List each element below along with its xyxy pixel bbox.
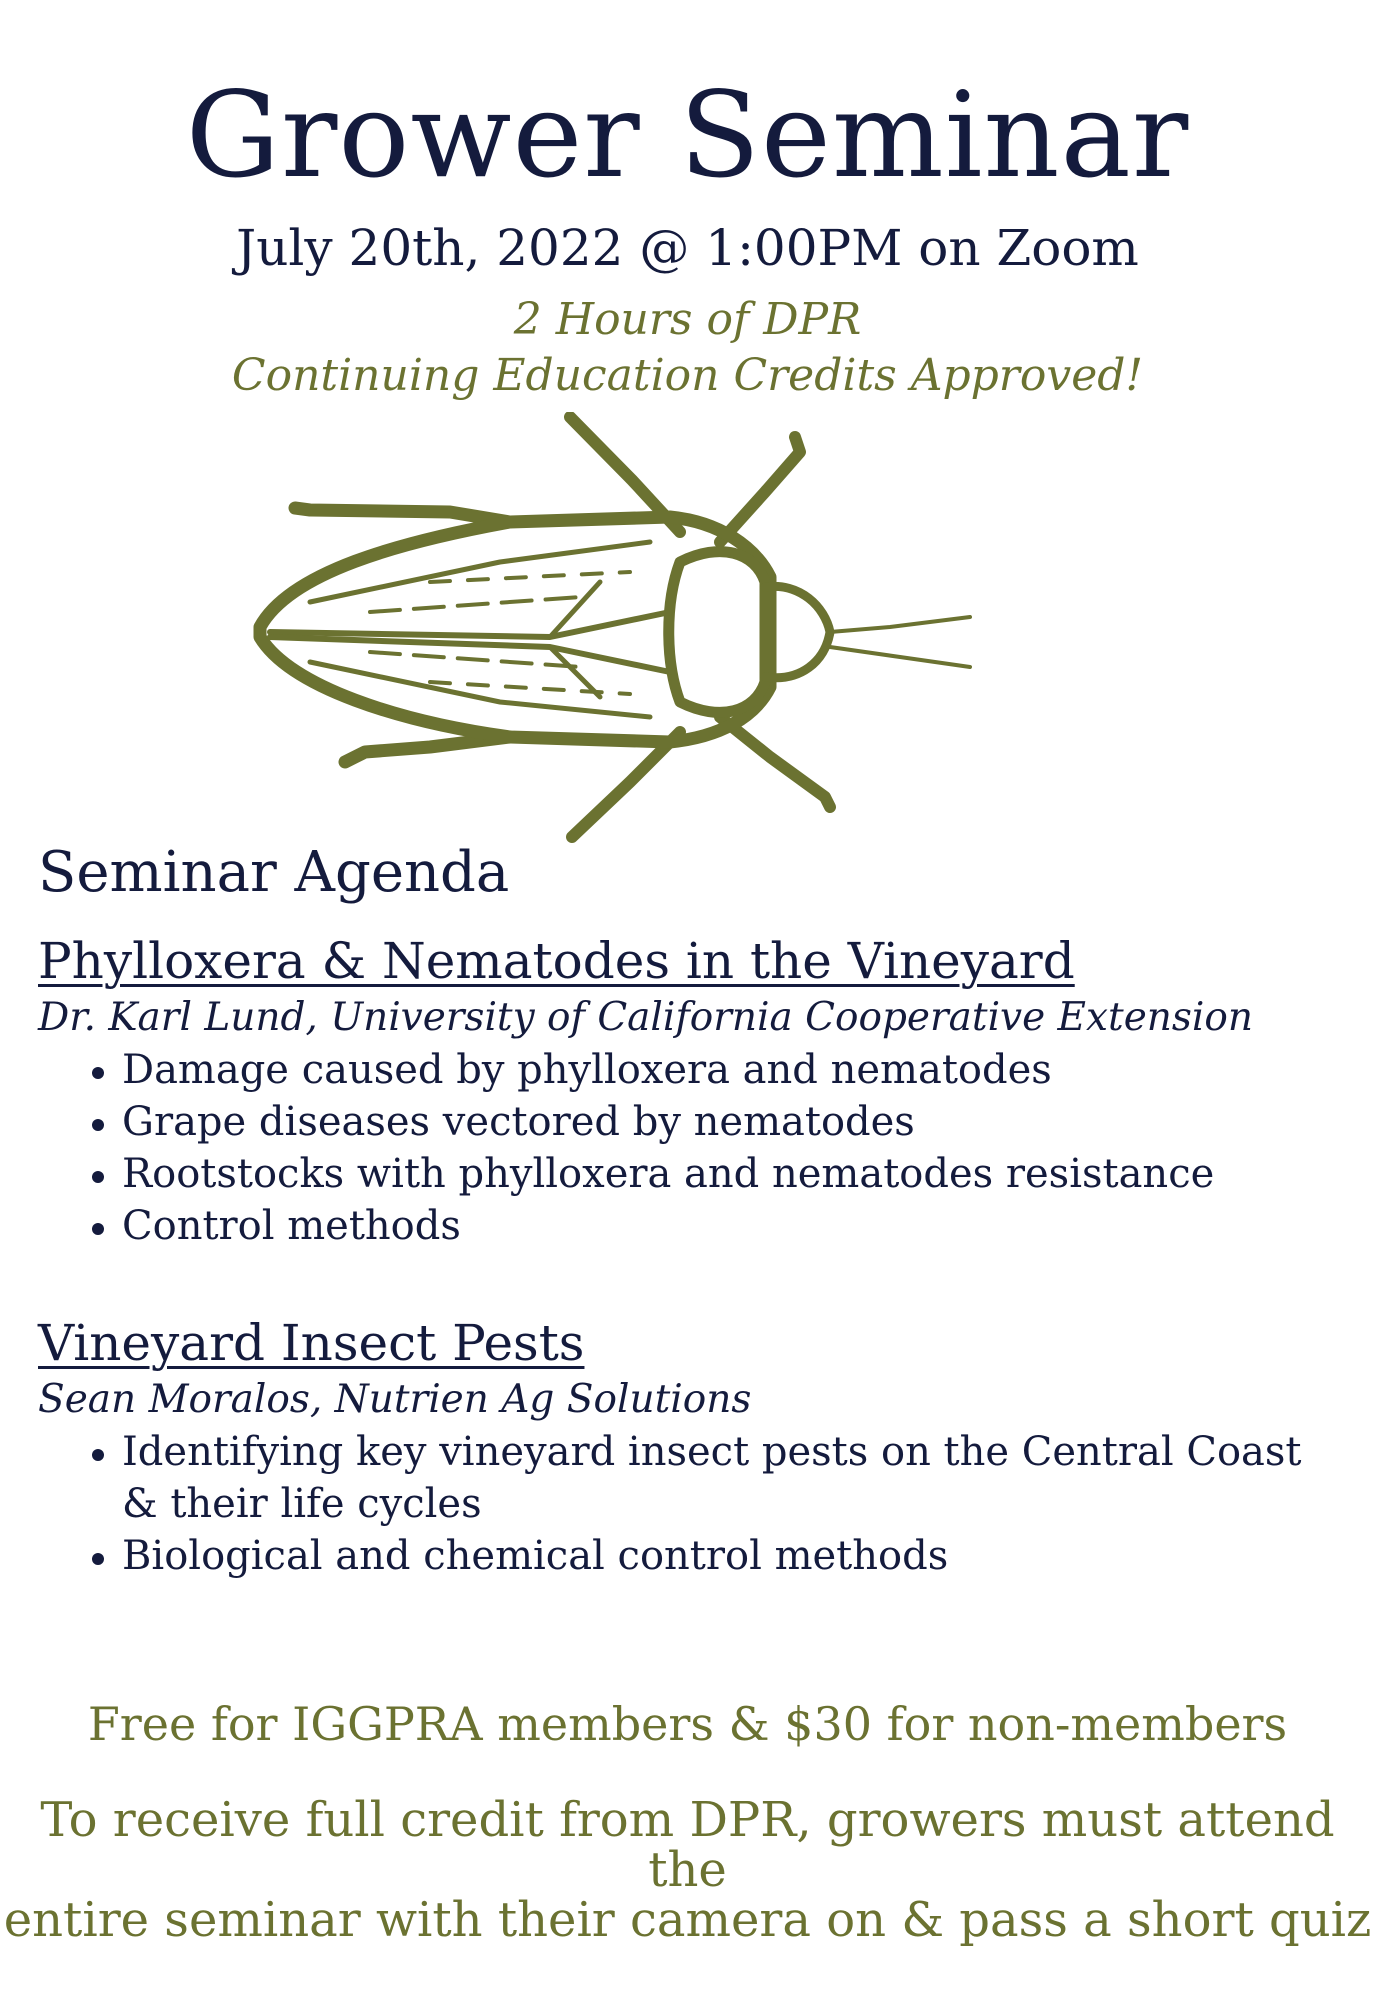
session-points: [38, 1044, 1328, 1252]
credits-line-1: 2 Hours of DPR: [513, 294, 862, 345]
page-title: Grower Seminar: [185, 66, 1190, 204]
session-speaker: Dr. Karl Lund, University of California Cooperative Extension: [38, 995, 1253, 1040]
credits-line-2: Continuing Education Credits Approved!: [231, 350, 1144, 401]
session-title: Phylloxera & Nematodes in the Vineyard: [38, 932, 1075, 990]
requirement-line-1: To receive full credit from DPR, growers must attend the: [40, 1792, 1335, 1898]
list-item: Identifying key vineyard insect pests on the Central Coast & their life cycles: [122, 1426, 1322, 1530]
list-item: Damage caused by phylloxera and nematodes: [122, 1044, 1328, 1096]
list-item: Grape diseases vectored by nematodes: [122, 1096, 1328, 1148]
agenda-session-1: [38, 930, 1328, 1252]
credits-note: [0, 292, 1375, 404]
leafhopper-insect-icon: [250, 412, 1050, 852]
session-title: Vineyard Insect Pests: [38, 1314, 585, 1372]
agenda-session-2: [38, 1312, 1328, 1582]
pricing-note: Free for IGGPRA members & $30 for non-members: [87, 1697, 1288, 1751]
list-item: Biological and chemical control methods: [122, 1530, 1322, 1582]
list-item: Control methods: [122, 1200, 1328, 1252]
agenda-heading: Seminar Agenda: [38, 840, 510, 905]
session-speaker: Sean Moralos, Nutrien Ag Solutions: [38, 1377, 752, 1422]
list-item: Rootstocks with phylloxera and nematodes resistance: [122, 1148, 1328, 1200]
requirement-line-2: entire seminar with their camera on & pass a short quiz: [3, 1892, 1372, 1948]
session-points: [38, 1426, 1322, 1582]
credit-requirement: [0, 1792, 1375, 1948]
event-date: July 20th, 2022 @ 1:00PM on Zoom: [236, 219, 1139, 277]
